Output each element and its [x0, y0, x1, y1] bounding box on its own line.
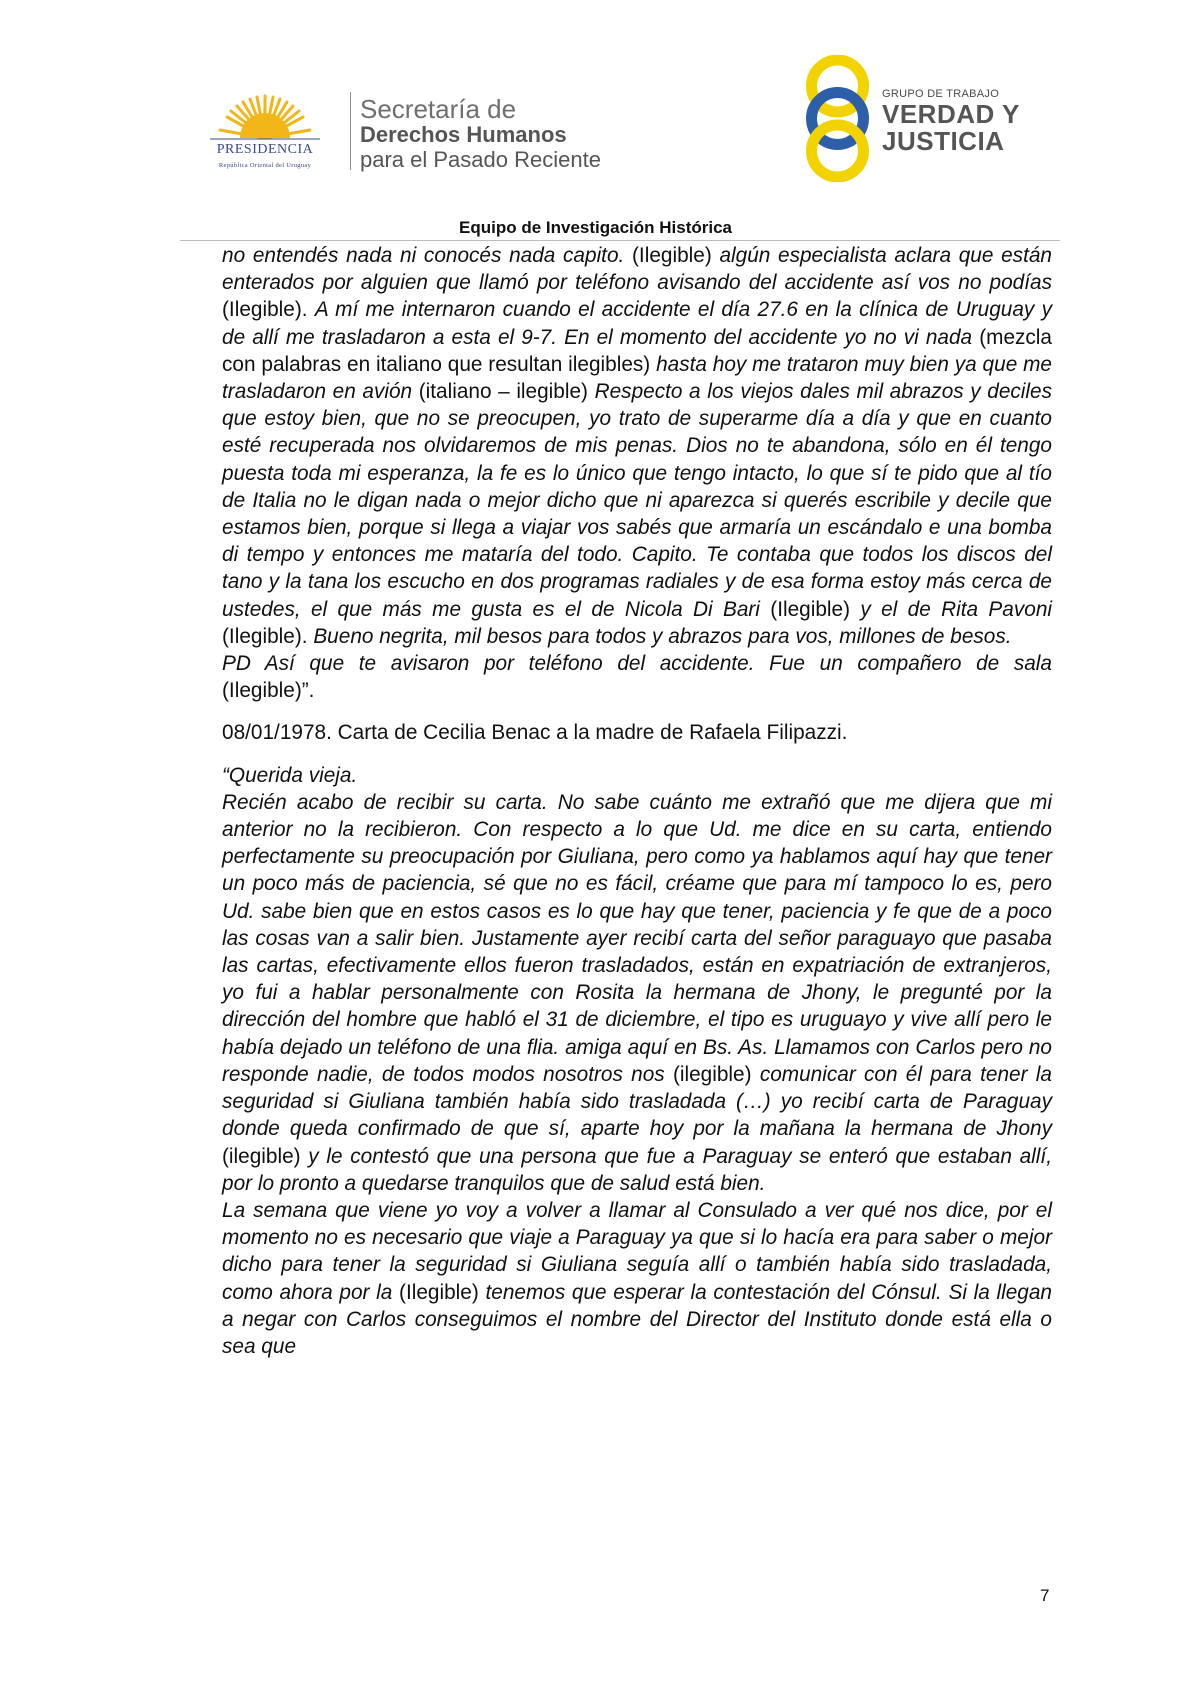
letter1-postscript-text: PD Así que te avisaron por teléfono del accidente. Fue un compañero de sala	[222, 652, 1052, 676]
letter2-paragraph-2	[222, 1197, 1052, 1360]
vj-title	[882, 101, 1020, 155]
verdad-justicia-logo	[800, 55, 875, 182]
presidencia-label: PRESIDENCIA	[216, 142, 314, 157]
letter2-greeting-text: “Querida vieja.	[222, 763, 358, 787]
letter1-annotation: (italiano – ilegible)	[412, 380, 595, 404]
presidencia-subtitle: República Oriental del Uruguay	[218, 162, 312, 169]
secretaria-line1: Secretaría de	[360, 94, 517, 124]
letter1-text: no entendés nada ni conocés nada capito.	[222, 244, 625, 267]
letter2-paragraph-1	[222, 789, 1052, 1197]
letter1-postscript-end: (Ilegible)”.	[222, 679, 315, 703]
letter2-text: tenemos que esperar la contestación del Cónsul. Si la llegan a negar con Carlos conseguimos el nombre del Director del Instituto donde está ella o sea que	[222, 1280, 1053, 1358]
letter1-text: algún especialista aclara que están enterados por alguien que llamó por teléfono avisando del accidente así vos no podías	[222, 244, 1052, 295]
letter1-annotation: (Ilegible).	[222, 624, 314, 648]
letter2-text: La semana que viene yo voy a volver a llamar al Consulado a ver qué nos dice, por el momento no es necesario que viaje a Paraguay ya que si lo hacía era para saber o mejor dicho para tener la seguridad si Giuliana seguía allí o también había sido trasladada, como ahora por la	[222, 1198, 1052, 1304]
vj-title-line1: VERDAD Y	[882, 99, 1020, 129]
letter1-annotation: (Ilegible)	[624, 244, 720, 267]
secretaria-line3: para el Pasado Reciente	[360, 147, 601, 172]
letter1-annotation: (Ilegible)	[759, 597, 861, 621]
vj-group-label: GRUPO DE TRABAJO	[882, 88, 1000, 100]
entry-heading: 08/01/1978. Carta de Cecilia Benac a la madre de Rafaela Filipazzi.	[222, 721, 848, 745]
team-heading: Equipo de Investigación Histórica	[459, 218, 732, 237]
letter1-text: Respecto a los viejos dales mil abrazos y deciles que estoy bien, que no se preocupen, yo trato de superarme día a día y que en cuanto esté recuperada nos olvidaremos de mis penas. Dios no te abandona, sólo en él tengo puesta toda mi esperanza, la fe es lo único que tengo intacto, lo que sí te pido que al tío de Italia no le digan nada o mejor dicho que ni aparezca si querés escribile y decile que estamos bien, porque si llega a viajar vos sabés que armaría un escándalo e una bomba di tempo y entonces me mataría del todo. Capito. Te contaba que todos los discos del tano y la tana los escucho en dos programas radiales y de esa forma estoy más cerca de ustedes, el que más me gusta es el de Nicola Di Bari	[222, 380, 1053, 621]
secretaria-line2: Derechos Humanos	[360, 122, 567, 147]
page-number: 7	[1040, 1586, 1050, 1605]
letter1-paragraph	[222, 242, 1052, 650]
document-body	[222, 242, 1052, 1360]
letter1-postscript	[222, 650, 1052, 677]
letter1-text: A mí me internaron cuando el accidente el día 27.6 en la clínica de Uruguay y de allí me trasladaron a esta el 9-7. En el momento del accidente yo no vi nada	[222, 298, 1052, 349]
letter1-annotation: (mezcla con palabras en italiano que resultan ilegibles)	[222, 325, 1052, 376]
letter1-text: hasta hoy me trataron muy bien ya que me trasladaron en avión	[222, 352, 1052, 404]
letter1-annotation: (Ilegible).	[222, 298, 315, 322]
letter2-text: y le contestó que una persona que fue a Paraguay se enteró que estaban allí, por lo pronto a quedarse tranquilos que de salud está bien.	[222, 1144, 1052, 1195]
letter2-text: comunicar con él para tener la seguridad si Giuliana también había sido trasladada (…) yo recibí carta de Paraguay donde queda confirmado de que sí, aparte hoy por la mañana la hermana de Jhony	[222, 1062, 1052, 1141]
vj-title-line2: JUSTICIA	[882, 126, 1005, 156]
letter2-text: Recién acabo de recibir su carta. No sabe cuánto me extrañó que me dijera que mi anterior no la recibieron. Con respecto a lo que Ud. me dice en su carta, entiendo perfectamente su preocupación por Giuliana, pero como ya hablamos aquí hay que tener un poco más de paciencia, sé que no es fácil, créame que para mí tampoco lo es, pero Ud. sabe bien que en estos casos es lo que hay que tener, paciencia y fe que de a poco las cosas van a salir bien. Justamente ayer recibí carta del señor paraguayo que pasaba las cartas, efectivamente ellos fueron trasladados, están en expatriación de extranjeros, yo fui a hablar personalmente con Rosita la hermana de Jhony, le pregunté por la dirección del hombre que habló el 31 de diciembre, el tipo es uruguayo y vive allí pero le había dejado un teléfono de una flia. amiga aquí en Bs. As. Llamamos con Carlos pero no responde nadie, de todos modos nosotros nos	[222, 790, 1052, 1086]
header-rule	[180, 240, 1060, 241]
letter2-annotation: (ilegible)	[664, 1062, 760, 1086]
letter2-annotation: (ilegible)	[222, 1144, 309, 1168]
letter2-annotation: (Ilegible)	[392, 1280, 486, 1304]
header-divider	[350, 92, 351, 170]
page-header	[0, 0, 1191, 240]
letter2-greeting	[222, 762, 1052, 789]
letter1-text: Bueno negrita, mil besos para todos y abrazos para vos, millones de besos.	[313, 624, 1012, 648]
letter1-text: y el de Rita Pavoni	[860, 597, 1053, 621]
